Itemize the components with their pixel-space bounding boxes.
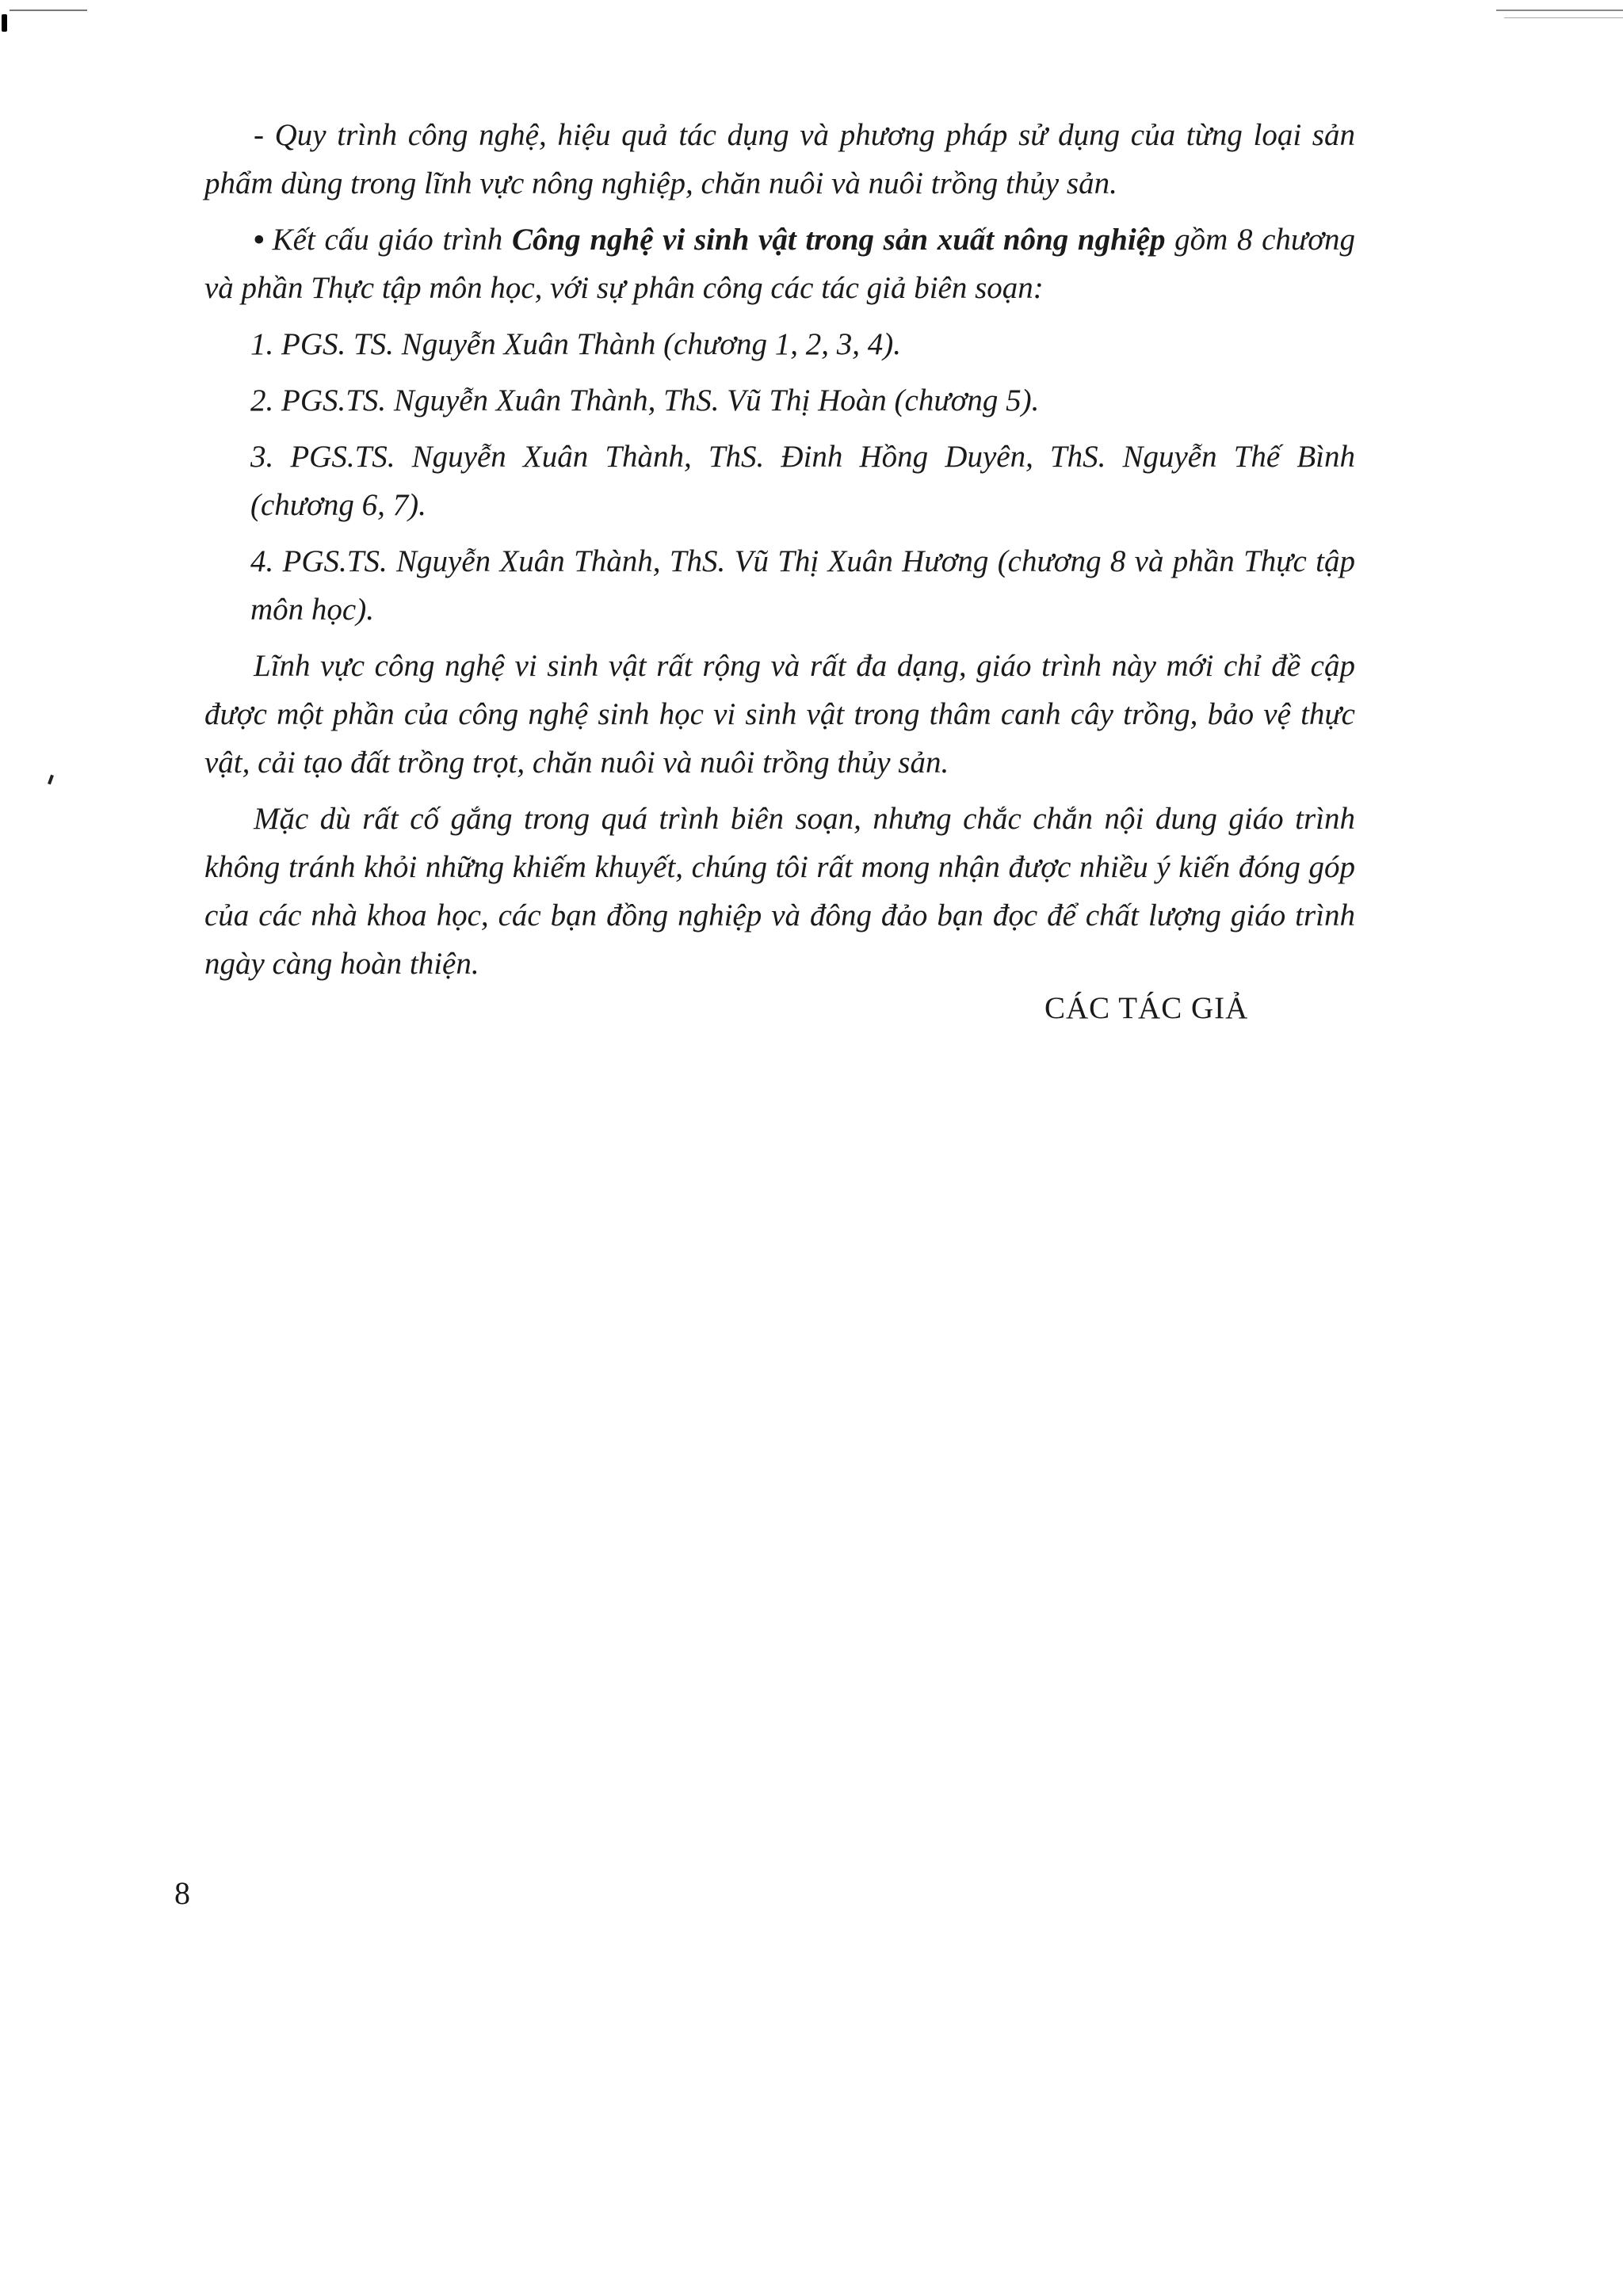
closing-paragraph: Mặc dù rất cố gắng trong quá trình biên soạn, nhưng chắc chắn nội dung giáo trình không tránh khỏi những khiếm khuyết, chúng tôi rất mong nhận được nhiều ý kiến đóng góp của các nhà khoa học, các bạn đồng nghiệp và đông đảo bạn đọc để chất lượng giáo trình ngày càng hoàn thiện. (204, 802, 1355, 981)
scan-edge-line-right (1496, 10, 1623, 11)
author-item-2: 2. PGS.TS. Nguyễn Xuân Thành, ThS. Vũ Thị Hoàn (chương 5). (250, 383, 1040, 418)
structure-suffix: gồm 8 chương và phần Thực tập môn học, với sự phân công các tác giả biên soạn: (204, 223, 1356, 305)
bullet-icon: • (254, 223, 265, 257)
course-title: Công nghệ vi sinh vật trong sản xuất nông nghiệp (511, 223, 1166, 257)
scan-edge-line-left (10, 10, 87, 11)
scan-edge-line-right-secondary (1504, 17, 1623, 18)
body-text (204, 111, 1355, 996)
signature: CÁC TÁC GIẢ (1044, 991, 1249, 1025)
author-item-4: 4. PGS.TS. Nguyễn Xuân Thành, ThS. Vũ Thị Xuân Hương (chương 8 và phần Thực tập môn học). (250, 544, 1355, 627)
structure-prefix: Kết cấu giáo trình (272, 223, 512, 257)
scope-paragraph: Lĩnh vực công nghệ vi sinh vật rất rộng và rất đa dạng, giáo trình này mới chỉ đề cập được một phần của công nghệ sinh học vi sinh vật trong thâm canh cây trồng, bảo vệ thực vật, cải tạo đất trồng trọt, chăn nuôi và nuôi trồng thủy sản. (204, 649, 1355, 780)
author-item-3: 3. PGS.TS. Nguyễn Xuân Thành, ThS. Đinh Hồng Duyên, ThS. Nguyễn Thế Bình (chương 6, 7). (250, 440, 1355, 522)
scan-mark (2, 14, 7, 32)
structure-paragraph (204, 215, 1355, 312)
author-item-1: 1. PGS. TS. Nguyễn Xuân Thành (chương 1, 2, 3, 4). (250, 327, 901, 361)
page-number: 8 (174, 1875, 190, 1911)
intro-paragraph: - Quy trình công nghệ, hiệu quả tác dụng và phương pháp sử dụng của từng loại sản phẩm dùng trong lĩnh vực nông nghiệp, chăn nuôi và nuôi trồng thủy sản. (204, 118, 1355, 200)
scan-speck (48, 775, 54, 785)
